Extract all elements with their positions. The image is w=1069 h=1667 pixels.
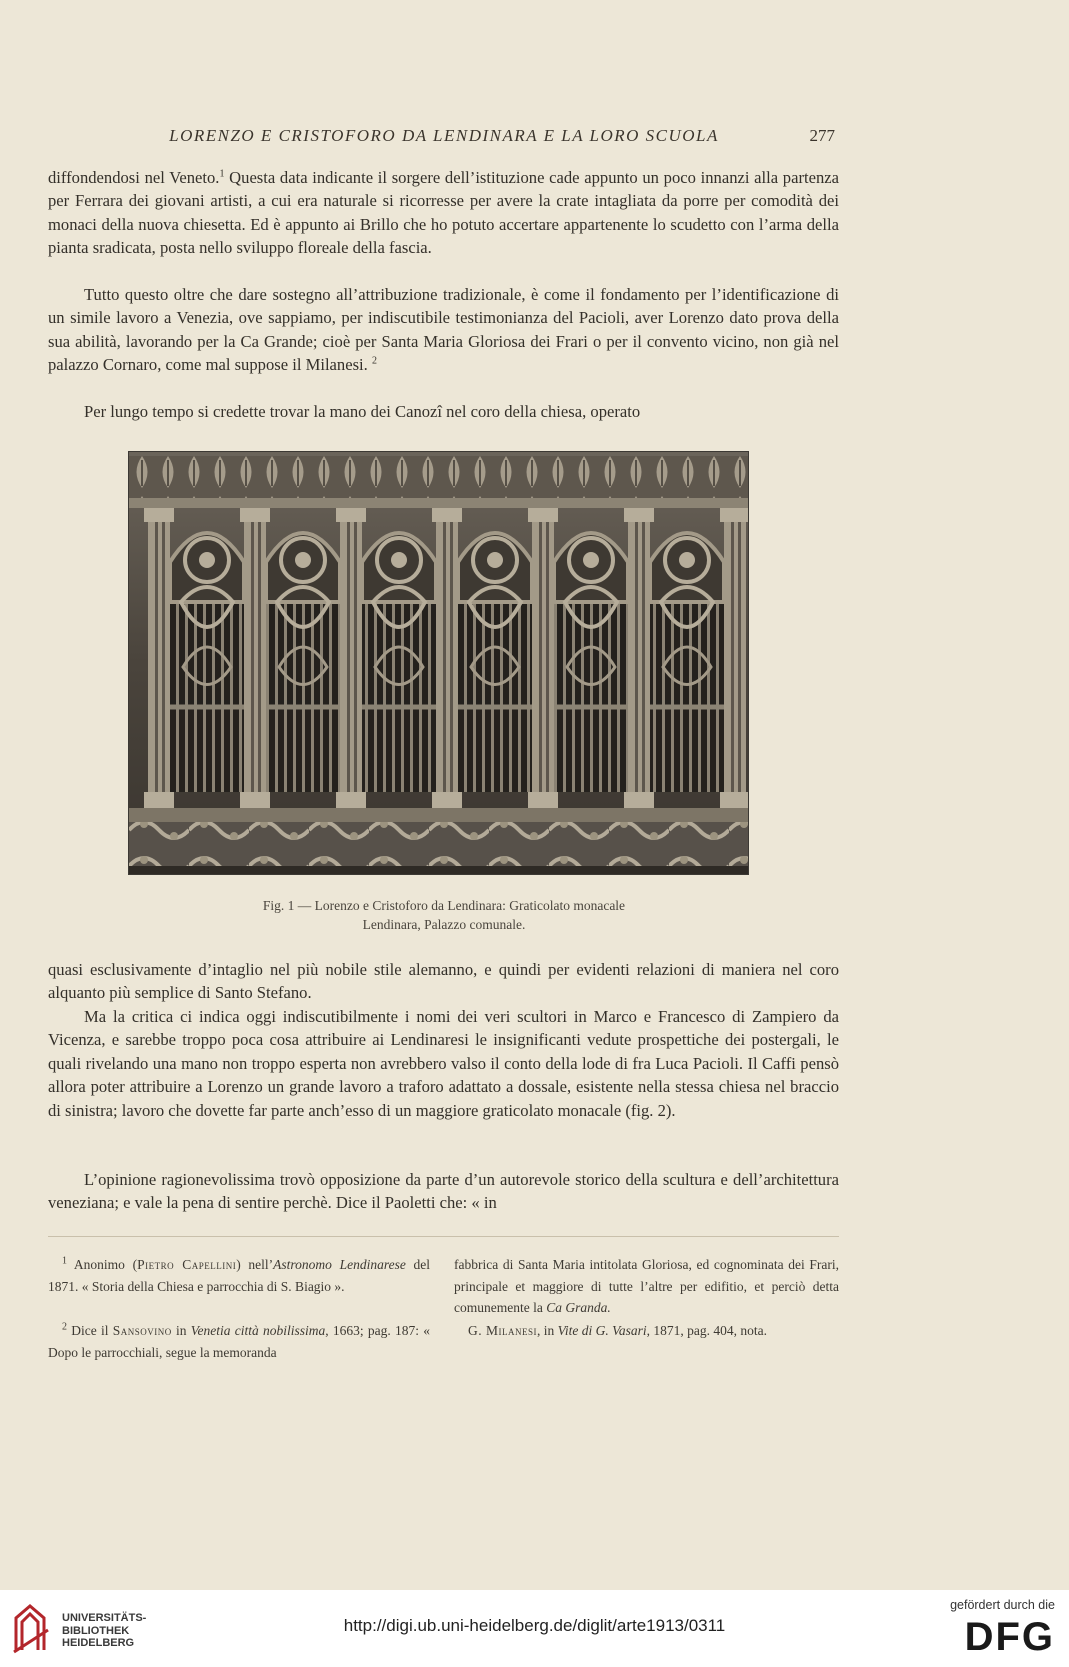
- column: [340, 508, 362, 808]
- figure-caption: [124, 896, 764, 934]
- column-flute: [258, 514, 261, 802]
- column: [148, 508, 170, 808]
- column: [532, 508, 554, 808]
- column-flute: [354, 514, 357, 802]
- column-base: [528, 792, 558, 808]
- tracery-boss: [583, 552, 599, 568]
- footnote-ref-2: 2: [371, 355, 377, 367]
- screen-bars: [650, 602, 724, 792]
- paragraph-1: diffondendosi nel Veneto.$^1$ Questa data indicante il sorgere dell’istituzione cade appunto un poco innanzi alla partenza per Ferrara dei giovani artisti, a cui era naturale si ricorresse per avere la crate intagliata da porre per comodità dei monaci della nuova chiesetta. Ed è appunto ai Brillo che ho potuto accertare appartenente lo scudetto con l’arma della pianta sradicata, posta nello sviluppo floreale della fascia.: [48, 168, 839, 258]
- library-name: UNIVERSITÄTS- BIBLIOTHEK HEIDELBERG: [62, 1612, 147, 1649]
- column-flute: [251, 514, 254, 802]
- footnote-2-continued: fabbrica di Santa Maria intitolata Gloriosa, ed cognominata dei Frari, principale et maggiore di tutte l’altre per edifitio, et perciò detta comunemente la Ca Granda.: [454, 1257, 839, 1315]
- page-number: 277: [809, 126, 835, 145]
- caption-line-1: Fig. 1 — Lorenzo e Cristoforo da Lendinara: Graticolato monacale: [262, 898, 626, 913]
- running-title: LORENZO E CRISTOFORO DA LENDINARA E LA LORO SCUOLA: [169, 126, 719, 145]
- column-flute: [155, 514, 158, 802]
- dfg-logo: DFG: [964, 1615, 1055, 1659]
- paragraph-4: quasi esclusivamente d’intaglio nel più nobile stile alemanno, e quindi per evidenti relazioni di maniera nel coro alquanto più semplice di Santo Stefano.: [48, 960, 839, 1003]
- footnote-1: $^1$ Anonimo (Pietro Capellini) nell’Astronomo Lendinarese del 1871. « Storia della Chiesa e parrocchia di S. Biagio ».: [48, 1255, 431, 1294]
- sponsor-label: gefördert durch die: [950, 1598, 1055, 1612]
- column-flute: [443, 514, 446, 802]
- footnote-rule: [48, 1236, 839, 1237]
- column-base: [240, 792, 270, 808]
- column: [436, 508, 458, 808]
- column-flute: [635, 514, 638, 802]
- screen-bars: [170, 602, 244, 792]
- column-flute: [450, 514, 453, 802]
- column-flute: [731, 514, 734, 802]
- column-base: [624, 792, 654, 808]
- column-flute: [347, 514, 350, 802]
- column-flute: [642, 514, 645, 802]
- column-capital: [432, 508, 462, 522]
- column-capital: [720, 508, 748, 522]
- column-flute: [162, 514, 165, 802]
- viewer-footer: [0, 1590, 1069, 1667]
- column-base: [144, 792, 174, 808]
- column-capital: [240, 508, 270, 522]
- figure-photo-graticolato: [128, 451, 749, 875]
- paragraph-3: Per lungo tempo si credette trovar la mano dei Canozî nel coro della chiesa, operato: [84, 402, 641, 421]
- screen-bars: [266, 602, 340, 792]
- screen-bars: [362, 602, 436, 792]
- tracery-boss: [487, 552, 503, 568]
- column: [724, 508, 746, 808]
- carved-screen-illustration: [129, 452, 748, 874]
- caption-line-2: Lendinara, Palazzo comunale.: [362, 917, 526, 932]
- tracery-boss: [199, 552, 215, 568]
- column: [628, 508, 650, 808]
- column-flute: [546, 514, 549, 802]
- paragraph-6: L’opinione ragionevolissima trovò opposizione da parte d’un autorevole storico della scultura e dell’architettura veneziana; e vale la pena di sentire perchè. Dice il Paoletti che: « in: [48, 1170, 839, 1213]
- running-head: [0, 126, 1069, 150]
- tracery-boss: [391, 552, 407, 568]
- column-capital: [528, 508, 558, 522]
- permalink-url[interactable]: http://digi.ub.uni-heidelberg.de/diglit/arte1913/0311: [343, 1616, 726, 1635]
- tracery-boss: [295, 552, 311, 568]
- column-flute: [738, 514, 741, 802]
- tracery-boss: [679, 552, 695, 568]
- screen-bars: [554, 602, 628, 792]
- column-base: [336, 792, 366, 808]
- column: [244, 508, 266, 808]
- column-capital: [144, 508, 174, 522]
- column-capital: [336, 508, 366, 522]
- footnote-2-milanesi: G. Milanesi, in Vite di G. Vasari, 1871, pag. 404, nota.: [468, 1323, 768, 1338]
- screen-bars: [458, 602, 532, 792]
- footnote-ref-1: 1: [219, 168, 225, 180]
- footnote-2: $^2$ Dice il Sansovino in Venetia città nobilissima, 1663; pag. 187: « Dopo le parrocchiali, segue la memoranda: [48, 1321, 430, 1360]
- column-base: [720, 792, 748, 808]
- paragraph-2: Tutto questo oltre che dare sostegno all’attribuzione tradizionale, è come il fondamento per l’identificazione di un simile lavoro a Venezia, ove sappiamo, per indiscutibile testimonianza del Pacioli, aver Lorenzo dato prova della sua abilità, lavorando per la Ca Grande; cioè per Santa Maria Gloriosa dei Frari o per il convento vicino, non già nel palazzo Cornaro, come mal suppose il Milanesi. $^2$: [48, 285, 839, 375]
- column-flute: [539, 514, 542, 802]
- column-capital: [624, 508, 654, 522]
- column-base: [432, 792, 462, 808]
- paragraph-5: Ma la critica ci indica oggi indiscutibilmente i nomi dei veri scultori in Marco e Francesco di Zampiero da Vicenza, e sarebbe troppo poca cosa attribuire ai Lendinaresi le insignificanti vedute prospettiche dei postergali, le quali rivelando una mano non troppo esperta non avrebbero valso il conto della lode di fra Luca Pacioli. Il Caffi pensò allora poter attribuire a Lorenzo un grande lavoro a traforo adattato a dossale, esistente nella stessa chiesa nel braccio di sinistra; lavoro che dovette far parte anch’esso di un maggiore graticolato monacale (fig. 2).: [48, 1007, 839, 1120]
